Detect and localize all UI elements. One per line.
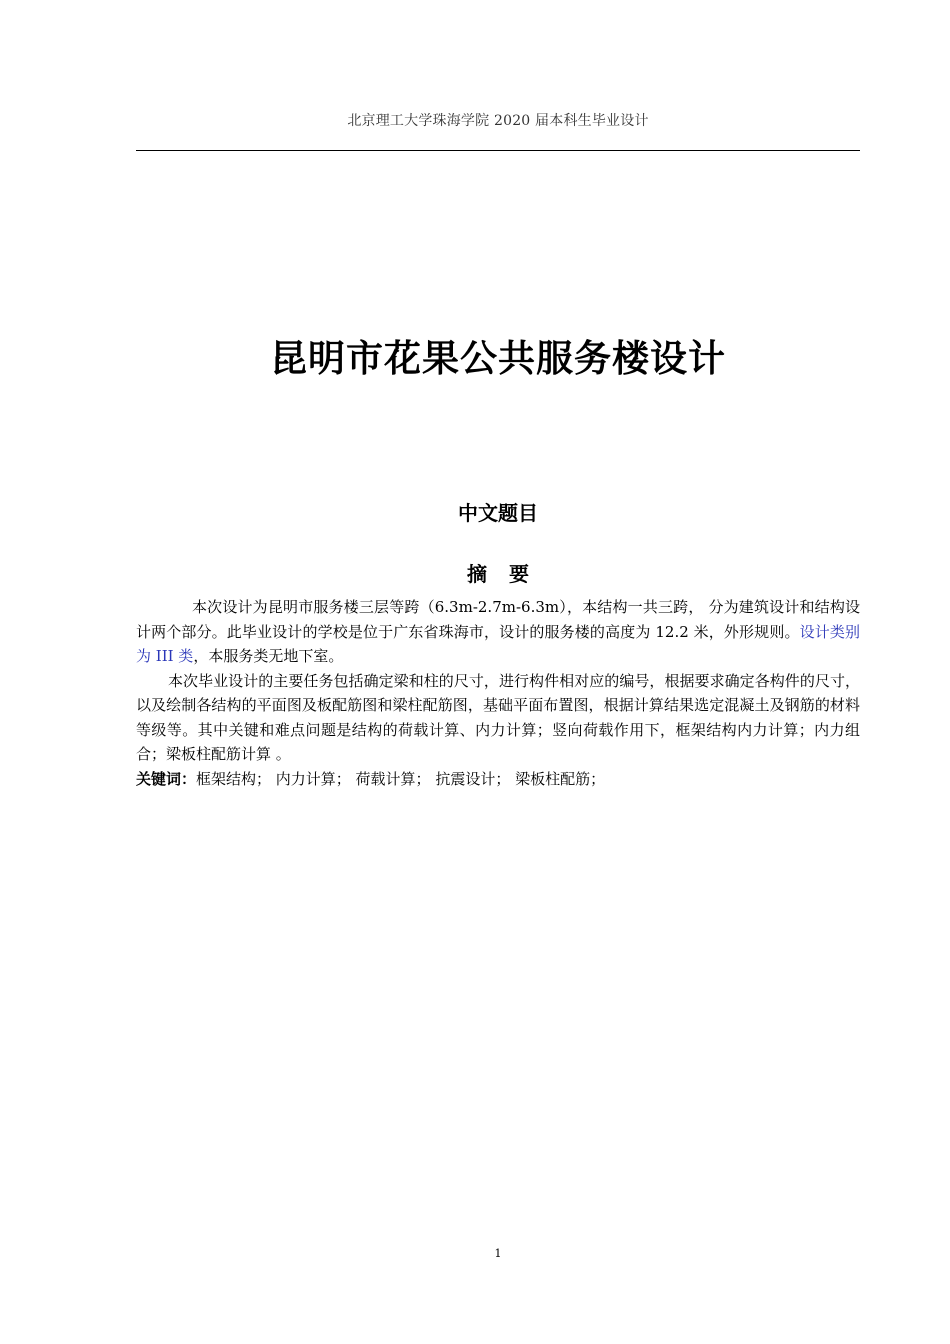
keywords-list: 框架结构； 内力计算； 荷载计算； 抗震设计； 梁板柱配筋； xyxy=(196,769,606,788)
abstract-paragraph-1 xyxy=(136,595,860,669)
chinese-subtitle: 中文题目 xyxy=(458,501,538,525)
document-title: 昆明市花果公共服务楼设计 xyxy=(270,337,726,380)
keywords-line xyxy=(136,767,860,792)
abstract-heading xyxy=(136,558,860,587)
abstract-paragraph-2: 本次毕业设计的主要任务包括确定梁和柱的尺寸，进行构件相对应的编号，根据要求确定各构件的尺寸，以及绘制各结构的平面图及板配筋图和梁柱配筋图，基础平面布置图，根据计算结果选定混凝土及钢筋的材料等级等。其中关键和难点问题是结构的荷载计算、内力计算；竖向荷载作用下，框架结构内力计算；内力组合；梁板柱配筋计算 。 xyxy=(136,671,860,763)
header-divider xyxy=(136,150,860,151)
keywords-label: 关键词： xyxy=(136,769,197,788)
abstract-heading-char-2: 要 xyxy=(509,562,529,586)
design-category-link[interactable]: 设计类别为 III 类 xyxy=(136,622,860,665)
page-header: 北京理工大学珠海学院 2020 届本科生毕业设计 xyxy=(347,113,649,129)
abstract-body xyxy=(136,595,860,791)
page-number: 1 xyxy=(494,1247,502,1260)
paragraph-1-text-end: ，本服务类无地下室。 xyxy=(193,647,344,665)
abstract-heading-char-1: 摘 xyxy=(467,562,487,586)
paragraph-1-text: 本次设计为昆明市服务楼三层等跨（6.3m-2.7m-6.3m），本结构一共三跨， 分为建筑设计和结构设计两个部分。此毕业设计的学校是位于广东省珠海市，设计的服务楼的高度为 12.2 米，外形规则。 xyxy=(136,598,860,641)
